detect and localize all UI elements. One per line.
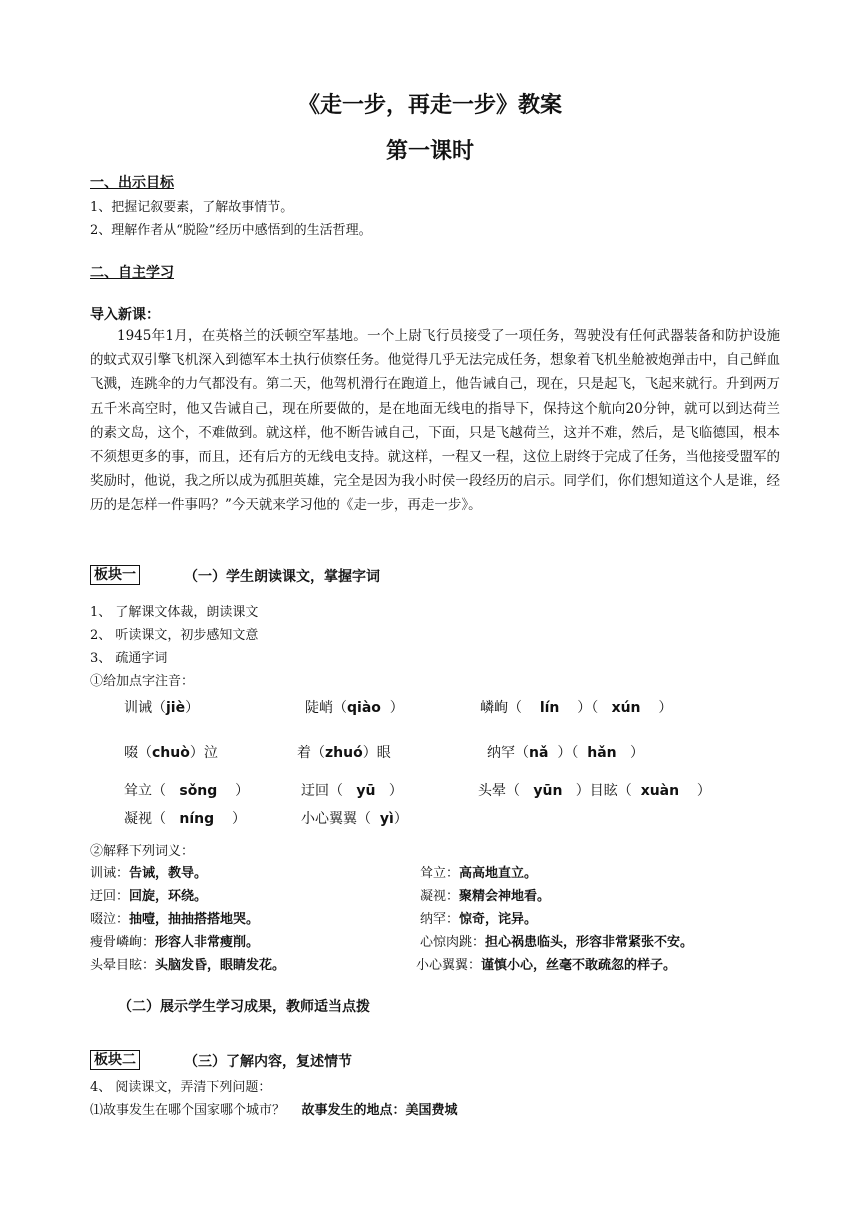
lesson-subtitle: 第一课时 <box>385 138 474 164</box>
question-item: ⑴故事发生在哪个国家哪个城市？ 故事发生的地点：美国费城 <box>90 1103 458 1118</box>
phonetic-word: 凝视（ níng ） <box>124 811 246 827</box>
intro-paragraph: 1945年1月，在英格兰的沃顿空军基地。一个上尉飞行员接受了一项任务，驾驶没有任何武器装备和防护设施的蚊式双引擎飞机深入到德军本土执行侦察任务。他觉得几乎无法完成任务，想象着飞机坐舱被炮弹击中，自己鲜血飞溅，连跳伞的力气都没有。第二天，他驾机滑行在跑道上，他告诫自己，现在，只是起飞，飞起来就行。升到两万五千米高空时，他又告诫自己，现在所要做的，是在地面无线电的指导下，保持这个航向20分钟，就可以到达荷兰的素文岛，这个，不难做到。就这样，他不断告诫自己，下面，只是飞越荷兰，这并不难，然后，是飞临德国，根本不须想更多的事，而且，还有后方的无线电支持。就这样，一程又一程，这位上尉终于完成了任务，当他接受盟军的奖励时，他说，我之所以成为孤胆英雄，完全是因为我小时侯一段经历的启示。同学们，你们想知道这个人是谁，经历的是怎样一件事吗？”今天就来学习他的《走一步，再走一步》。 <box>90 328 780 514</box>
goal-item: 1、把握记叙要素，了解故事情节。 <box>90 200 294 215</box>
section-heading-goals: 一、出示目标 <box>90 175 174 191</box>
block-1-subheading: （二）展示学生学习成果，教师适当点拨 <box>118 999 370 1015</box>
intro-label: 导入新课： <box>90 307 160 323</box>
phonetic-word: 头晕（ yūn ）目眩（ xuàn ） <box>478 783 711 799</box>
definition-item: 头晕目眩：头脑发昏，眼睛发花。 <box>90 958 286 973</box>
phonetic-word: 陡峭（qiào ） <box>305 700 404 716</box>
definition-item: 凝视：聚精会神地看。 <box>420 889 551 904</box>
phonetic-word: 着（zhuó）眼 <box>297 745 391 761</box>
phonetic-word: 训诫（jiè） <box>124 700 200 716</box>
definition-item: 耸立：高高地直立。 <box>420 866 538 881</box>
definition-item: 啜泣：抽噎，抽抽搭搭地哭。 <box>90 912 260 927</box>
step-item: 4、 阅读课文，弄清下列问题： <box>90 1080 272 1095</box>
definition-item: 心惊肉跳：担心祸患临头，形容非常紧张不安。 <box>420 935 694 950</box>
phonetic-label: ①给加点字注音： <box>90 674 195 689</box>
phonetic-word: 纳罕（nǎ ）（ hǎn ） <box>487 745 644 761</box>
phonetic-word: 小心翼翼（ yì） <box>301 811 408 827</box>
definition-item: 训诫：告诫，教导。 <box>90 866 208 881</box>
block-tag-2: 板块二 <box>90 1050 140 1070</box>
phonetic-word: 嶙峋（ lín ）（ xún ） <box>480 700 673 716</box>
document-title: 《走一步，再走一步》教案 <box>297 92 562 118</box>
definition-item: 瘦骨嶙峋：形容人非常瘦削。 <box>90 935 260 950</box>
definition-item: 迂回：回旋，环绕。 <box>90 889 208 904</box>
block-2-heading: （三）了解内容，复述情节 <box>184 1054 352 1070</box>
step-item: 2、 听读课文，初步感知文意 <box>90 628 259 643</box>
section-heading-self-study: 二、自主学习 <box>90 265 174 281</box>
block-tag-1: 板块一 <box>90 565 140 585</box>
definition-item: 小心翼翼：谨慎小心，丝毫不敢疏忽的样子。 <box>416 958 677 973</box>
step-item: 1、 了解课文体裁，朗读课文 <box>90 605 259 620</box>
phonetic-word: 迂回（ yū ） <box>301 783 403 799</box>
phonetic-word: 耸立（ sǒng ） <box>124 783 250 799</box>
step-item: 3、 疏通字词 <box>90 651 168 666</box>
block-1-heading: （一）学生朗读课文，掌握字词 <box>184 569 380 585</box>
phonetic-word: 啜（chuò）泣 <box>124 745 218 761</box>
goal-item: 2、理解作者从“脱险”经历中感悟到的生活哲理。 <box>90 223 372 238</box>
explain-label: ②解释下列词义： <box>90 844 195 859</box>
definition-item: 纳罕：惊奇，诧异。 <box>420 912 538 927</box>
